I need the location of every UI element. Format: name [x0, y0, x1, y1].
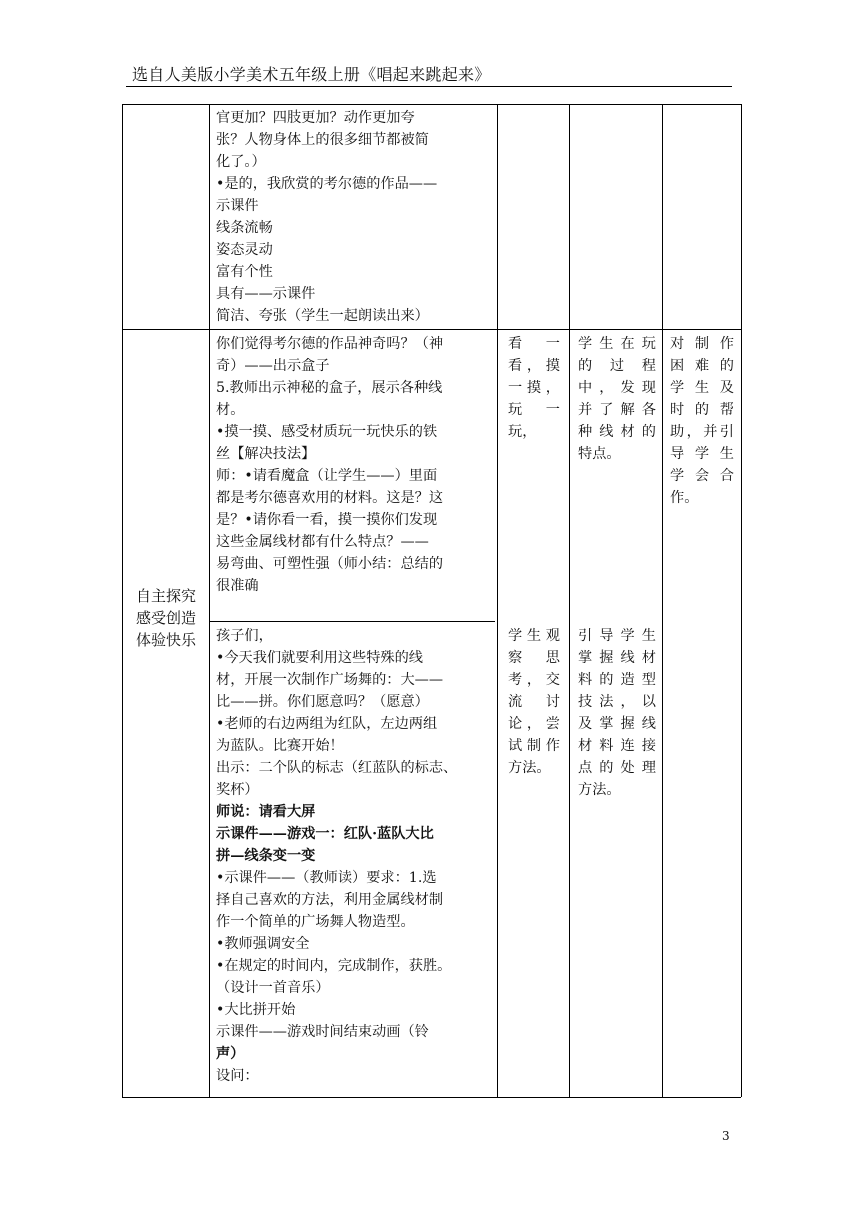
text-line: 师说：请看大屏 [216, 804, 316, 820]
column-divider [497, 104, 498, 1097]
text-line: 玩， [508, 424, 537, 440]
text-line: 奇）——出示盒子 [216, 358, 330, 374]
text-line: 试制作 [508, 738, 560, 754]
assist-cell [670, 333, 734, 509]
text-line: •大比拼开始 [216, 1002, 296, 1018]
text-line: 姿态灵动 [216, 242, 273, 258]
text-line: 及掌握线 [578, 716, 656, 732]
part-b-process-cell [216, 625, 492, 1087]
text-line: •摸一摸、感受材质玩一玩快乐的铁 [216, 424, 438, 440]
text-line: 看 一 [508, 336, 560, 352]
text-line: 为蓝队。比赛开始！ [216, 738, 344, 754]
text-line: 择自己喜欢的方法，利用金属线材制 [216, 892, 444, 908]
text-line: 玩 一 [508, 402, 560, 418]
text-line: •老师的右边两组为红队，左边两组 [216, 716, 438, 732]
text-line: 特点。 [578, 446, 621, 462]
text-line: 技法，以 [578, 694, 656, 710]
text-line: 考，交 [508, 672, 560, 688]
text-line: 示课件——游戏时间结束动画（铃 [216, 1024, 429, 1040]
text-line: •是的，我欣赏的考尔德的作品—— [216, 176, 438, 192]
text-line: 学生在玩 [578, 336, 656, 352]
text-line: 易弯曲、可塑性强（师小结：总结的 [216, 556, 444, 572]
stage-label-line: 感受创造 [135, 609, 196, 627]
text-line: 具有——示课件 [216, 286, 316, 302]
text-line: •今天我们就要利用这些特殊的线 [216, 650, 423, 666]
document-header-title: 选自人美版小学美术五年级上册《唱起来跳起来》 [132, 65, 491, 84]
table-right-border [741, 104, 742, 1097]
text-line: •在规定的时间内，完成制作，获胜。 [216, 958, 452, 974]
part-b-student-cell [508, 625, 560, 779]
text-line: 设问： [216, 1068, 259, 1084]
text-line: （设计一首音乐） [216, 980, 330, 996]
text-line: 方法。 [508, 760, 551, 776]
text-line: 材，开展一次制作广场舞的：大—— [216, 672, 444, 688]
text-line: 对制作 [670, 336, 734, 352]
text-line: 种线材的 [578, 424, 656, 440]
text-line: 这些金属线材都有什么特点？—— [216, 534, 429, 550]
text-line: 孩子们， [216, 628, 273, 644]
text-line: 一摸， [508, 380, 560, 396]
text-line: •教师强调安全 [216, 936, 310, 952]
sub-row-divider [209, 621, 495, 622]
text-line: 材。 [216, 402, 245, 418]
text-line: 料的造型 [578, 672, 656, 688]
text-line: 声） [216, 1046, 245, 1062]
stage-label-cell [123, 585, 209, 651]
column-divider [662, 104, 663, 1097]
text-line: 简洁、夸张（学生一起朗读出来） [216, 308, 429, 324]
page-number: 3 [722, 1129, 730, 1143]
stage-label-line: 体验快乐 [135, 631, 196, 649]
text-line: 作。 [670, 490, 699, 506]
text-line: 学会合 [670, 468, 734, 484]
text-line: 中，发现 [578, 380, 656, 396]
header-rule [126, 86, 732, 87]
text-line: 富有个性 [216, 264, 273, 280]
text-line: 丝【解决技法】 [216, 446, 316, 462]
text-line: 线条流畅 [216, 220, 273, 236]
text-line: 你们觉得考尔德的作品神奇吗？（神 [216, 336, 444, 352]
text-line: 比——拼。你们愿意吗？（愿意） [216, 694, 429, 710]
column-divider [209, 104, 210, 1097]
part-a-process-cell [216, 333, 492, 597]
text-line: 论，尝 [508, 716, 560, 732]
part-a-student-cell [508, 333, 560, 443]
text-line: 张？人物身体上的很多细节都被简 [216, 132, 429, 148]
text-line: 并了解各 [578, 402, 656, 418]
text-line: 学生及 [670, 380, 734, 396]
text-line: 引导学生 [578, 628, 656, 644]
text-line: 作一个简单的广场舞人物造型。 [216, 914, 415, 930]
text-line: 的过程 [578, 358, 656, 374]
text-line: 师：•请看魔盒（让学生——）里面 [216, 468, 438, 484]
text-line: 是？•请你看一看，摸一摸你们发现 [216, 512, 438, 528]
part-b-intent-cell [578, 625, 656, 801]
text-line: 看，摸 [508, 358, 560, 374]
text-line: 很准确 [216, 578, 259, 594]
part-a-intent-cell [578, 333, 656, 465]
text-line: 掌握线材 [578, 650, 656, 666]
text-line: •示课件——（教师读）要求：1.选 [216, 870, 437, 886]
text-line: 点的处理 [578, 760, 656, 776]
text-line: 拼—线条变一变 [216, 848, 316, 864]
text-line: 困难的 [670, 358, 734, 374]
text-line: 方法。 [578, 782, 621, 798]
text-line: 察 思 [508, 650, 560, 666]
text-line: 都是考尔德喜欢用的材料。这是？这 [216, 490, 444, 506]
stage-label-line: 自主探究 [135, 587, 196, 605]
text-line: 导学生 [670, 446, 734, 462]
text-line: 时的帮 [670, 402, 734, 418]
text-line: 化了。） [216, 154, 266, 170]
text-line: 学生观 [508, 628, 560, 644]
text-line: 5.教师出示神秘的盒子，展示各种线 [216, 380, 443, 396]
text-line: 材料连接 [578, 738, 656, 754]
table-bottom-border [122, 1097, 741, 1098]
text-line: 助，并引 [670, 424, 734, 440]
column-divider [569, 104, 570, 1097]
text-line: 官更加？四肢更加？动作更加夸 [216, 110, 415, 126]
row-divider [122, 329, 741, 330]
row1-process-cell [216, 107, 492, 327]
table-top-border [122, 104, 741, 105]
text-line: 示课件 [216, 198, 259, 214]
text-line: 出示：二个队的标志（红蓝队的标志、 [216, 760, 458, 776]
text-line: 示课件——游戏一：红队·蓝队大比 [216, 826, 434, 842]
text-line: 奖杯） [216, 782, 259, 798]
text-line: 流 讨 [508, 694, 560, 710]
